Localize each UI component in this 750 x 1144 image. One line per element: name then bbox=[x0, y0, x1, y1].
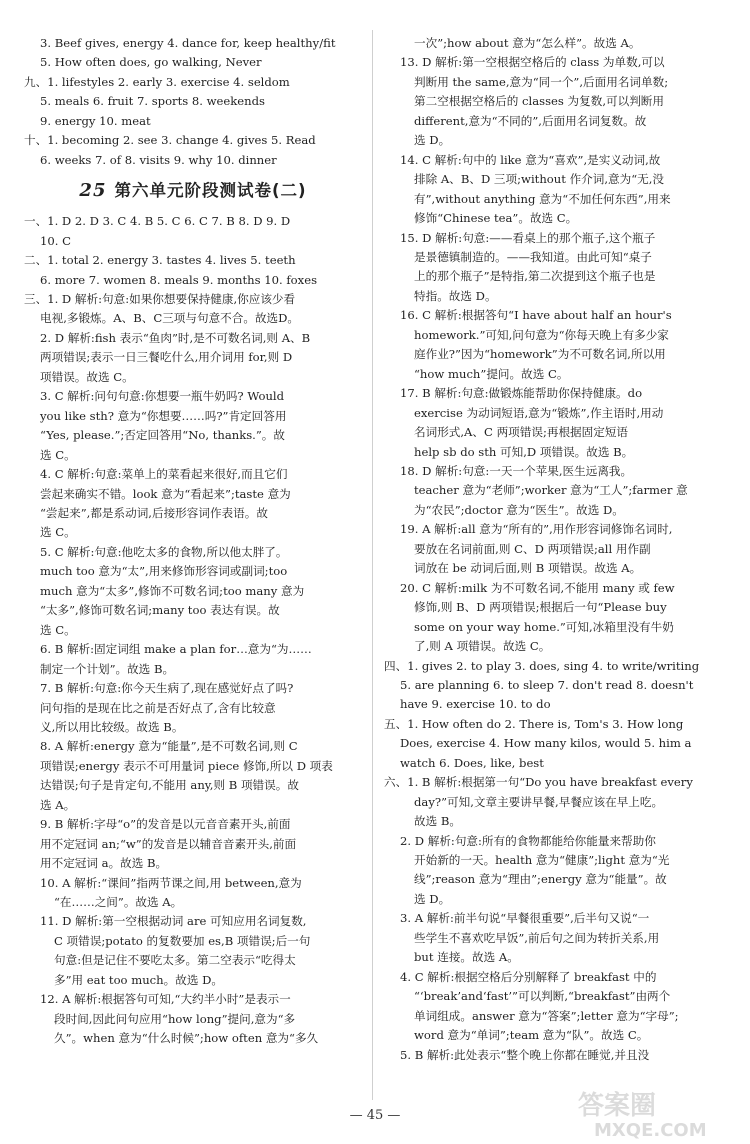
answer-line: 选 C。 bbox=[40, 525, 76, 540]
answer-line: 7. B 解析:句意:你今天生病了,现在感觉好点了吗? bbox=[40, 681, 294, 696]
answer-line: 12. A 解析:根据答句可知,“大约半小时”是表示一 bbox=[40, 992, 291, 1007]
answer-line: 6. more 7. women 8. meals 9. months 10. foxes bbox=[40, 272, 318, 287]
answer-line: 4. C 解析:句意:菜单上的菜看起来很好,而且它们 bbox=[40, 467, 288, 482]
answer-line: 五、1. How often do 2. There is, Tom's 3. How long bbox=[384, 716, 684, 731]
answer-line: 两项错误;表示一日三餐吃什么,用介词用 for,则 D bbox=[40, 350, 293, 365]
answer-line: 义,所以用比较级。故选 B。 bbox=[40, 719, 184, 734]
answer-line: 问句指的是现在比之前是否好点了,含有比较意 bbox=[40, 700, 276, 715]
answer-line: 一次”;how about 意为“怎么样”。故选 A。 bbox=[414, 36, 641, 50]
answer-line: much too 意为“太”,用来修饰形容词或副词;too bbox=[40, 564, 288, 579]
answer-line: 三、1. D 解析:句意:如果你想要保持健康,你应该少看 bbox=[24, 291, 296, 306]
answer-line: 9. energy 10. meat bbox=[40, 113, 151, 128]
answer-line: 2. D 解析:fish 表示“鱼肉”时,是不可数名词,则 A、B bbox=[40, 330, 311, 345]
right-lines bbox=[384, 34, 724, 1065]
answer-line: 用不定冠词 a。故选 B。 bbox=[40, 856, 168, 871]
answer-line: 3. A 解析:前半句说“早餐很重要”,后半句又说“一 bbox=[400, 911, 650, 926]
answer-line: 16. C 解析:根据答句“I have about half an hour's bbox=[400, 308, 672, 323]
answer-line: 用不定冠词 an;“w”的发音是以辅音音素开头,前面 bbox=[40, 836, 297, 851]
answer-line: 单词组成。answer 意为“答案”;letter 意为“字母”; bbox=[414, 1008, 679, 1023]
answer-line: but 连接。故选 A。 bbox=[414, 950, 519, 965]
answer-line: word 意为“单词”;team 意为“队”。故选 C。 bbox=[414, 1028, 649, 1043]
answer-line: 5. B 解析:此处表示“整个晚上你都在睡觉,并且没 bbox=[400, 1047, 650, 1062]
answer-line: 10. A 解析:“课间”指两节课之间,用 between,意为 bbox=[40, 875, 302, 890]
answer-line: 15. D 解析:句意:——看桌上的那个瓶子,这个瓶子 bbox=[400, 230, 656, 245]
answer-line: 了,则 A 项错误。故选 C。 bbox=[414, 639, 551, 654]
page-number: — 45 — bbox=[349, 1108, 401, 1123]
answer-line: 18. D 解析:句意:一天一个苹果,医生远离我。 bbox=[400, 463, 633, 478]
answer-line: 些学生不喜欢吃早饭”,前后句之间为转折关系,用 bbox=[414, 930, 660, 945]
answer-line: 上的那个瓶子”是特指,第二次提到这个瓶子也是 bbox=[414, 269, 656, 284]
answer-line: 选 D。 bbox=[414, 891, 451, 906]
answer-line: 电视,多锻炼。A、B、C三项与句意不合。故选D。 bbox=[40, 311, 300, 326]
answer-line: homework.”可知,问句意为“你每天晚上有多少家 bbox=[414, 327, 669, 342]
answer-line: 是景德镇制造的。——我知道。由此可知“桌子 bbox=[414, 249, 652, 264]
section-title-text: 第六单元阶段测试卷(二) bbox=[114, 181, 307, 201]
left-bottom-lines bbox=[24, 212, 362, 1048]
answer-line: 达错误;句子是肯定句,不能用 any,则 B 项错误。故 bbox=[40, 778, 299, 793]
answer-line: 名词形式,A、C 两项错误;再根据固定短语 bbox=[414, 425, 629, 440]
answer-line: 13. D 解析:第一空根据空格后的 class 为单数,可以 bbox=[400, 55, 665, 70]
answer-line: 17. B 解析:句意:做锻炼能帮助你保持健康。do bbox=[400, 386, 643, 401]
answer-line: 项错误。故选 C。 bbox=[40, 369, 134, 384]
answer-line: 句意:但是记住不要吃太多。第二空表示“吃得太 bbox=[54, 953, 296, 968]
answer-line: “Yes, please.”;否定回答用“No, thanks.”。故 bbox=[40, 428, 285, 443]
svg-text:MXQE.COM: MXQE.COM bbox=[594, 1120, 707, 1140]
answer-line: 6. B 解析:固定词组 make a plan for…意为“为…… bbox=[40, 642, 312, 657]
answer-line: exercise 为动词短语,意为“锻炼”,作主语时,用动 bbox=[414, 405, 664, 420]
answer-line: “‘break’and‘fast’”可以判断,“breakfast”由两个 bbox=[414, 989, 671, 1004]
answer-line: 排除 A、B、D 三项;without 作介词,意为“无,没 bbox=[414, 172, 665, 187]
answer-line: 故选 B。 bbox=[414, 814, 461, 829]
answer-line: 十、1. becoming 2. see 3. change 4. gives 5. Read bbox=[24, 133, 316, 148]
answer-line: 判断用 the same,意为“同一个”,后面用名词单数; bbox=[414, 74, 669, 89]
answer-line: 11. D 解析:第一空根据动词 are 可知应用名词复数, bbox=[40, 914, 307, 929]
answer-line: day?”可知,文章主要讲早餐,早餐应该在早上吃。 bbox=[414, 794, 664, 809]
answer-line: 4. C 解析:根据空格后分别解释了 breakfast 中的 bbox=[400, 969, 657, 984]
answer-line: 2. D 解析:句意:所有的食物都能给你能量来帮助你 bbox=[400, 833, 656, 848]
answer-line: 四、1. gives 2. to play 3. does, sing 4. to write/writing bbox=[384, 658, 700, 673]
answer-line: 选 A。 bbox=[40, 797, 76, 812]
answer-line: 6. weeks 7. of 8. visits 9. why 10. dinner bbox=[40, 152, 277, 167]
answer-line: 尝起来确实不错。look 意为“看起来”;taste 意为 bbox=[40, 486, 291, 501]
answer-line: 5. meals 6. fruit 7. sports 8. weekends bbox=[40, 94, 266, 109]
answer-line: 20. C 解析:milk 为不可数名词,不能用 many 或 few bbox=[400, 580, 675, 595]
answer-line: 5. C 解析:句意:他吃太多的食物,所以他太胖了。 bbox=[40, 544, 288, 559]
answer-line: some on your way home.”可知,冰箱里没有牛奶 bbox=[414, 619, 674, 634]
answer-line: “how much”提问。故选 C。 bbox=[414, 366, 569, 381]
answer-line: 9. B 解析:字母“o”的发音是以元音音素开头,前面 bbox=[40, 817, 291, 832]
answer-line: watch 6. Does, like, best bbox=[400, 755, 544, 770]
answer-line: 14. C 解析:句中的 like 意为“喜欢”,是实义动词,故 bbox=[400, 152, 661, 167]
answer-line: 选 D。 bbox=[414, 133, 451, 148]
answer-line: “尝起来”,都是系动词,后接形容词作表语。故 bbox=[40, 505, 268, 520]
answer-line: 九、1. lifestyles 2. early 3. exercise 4. seldom bbox=[24, 74, 290, 89]
answer-line: you like sth? 意为“你想要……吗?”肯定回答用 bbox=[40, 408, 287, 423]
answer-line: 3. C 解析:问句句意:你想要一瓶牛奶吗? Would bbox=[40, 389, 285, 404]
answer-line: 选 C。 bbox=[40, 447, 76, 462]
answer-line: 特指。故选 D。 bbox=[414, 288, 497, 303]
answer-line: 六、1. B 解析:根据第一句“Do you have breakfast every bbox=[384, 775, 693, 790]
answer-line: 3. Beef gives, energy 4. dance for, keep healthy/fit bbox=[40, 36, 336, 50]
right-column bbox=[384, 34, 724, 1065]
answer-line: 线”;reason 意为“理由”;energy 意为“能量”。故 bbox=[414, 872, 667, 887]
answer-line: teacher 意为“老师”;worker 意为“工人”;farmer 意 bbox=[414, 483, 688, 498]
answer-line: 修饰,则 B、D 两项错误;根据后一句“Please buy bbox=[414, 600, 667, 615]
watermark-logo-icon bbox=[574, 1084, 742, 1140]
answer-line: 庭作业?”因为“homework”为不可数名词,所以用 bbox=[414, 347, 666, 362]
answer-line: 为“农民”;doctor 意为“医生”。故选 D。 bbox=[414, 502, 624, 517]
answer-line: 8. A 解析:energy 意为“能量”,是不可数名词,则 C bbox=[40, 739, 298, 754]
left-top-lines bbox=[24, 34, 362, 170]
answer-line: 多”用 eat too much。故选 D。 bbox=[54, 972, 223, 987]
answer-line: different,意为“不同的”,后面用名词复数。故 bbox=[414, 113, 647, 128]
answer-line: 项错误;energy 表示不可用量词 piece 修饰,所以 D 项表 bbox=[40, 758, 333, 773]
answer-line: 5. How often does, go walking, Never bbox=[40, 55, 262, 70]
answer-line: “太多”,修饰可数名词;many too 表达有误。故 bbox=[40, 603, 280, 618]
answer-line: much 意为“太多”,修饰不可数名词;too many 意为 bbox=[40, 583, 305, 598]
answer-line: help sb do sth 可知,D 项错误。故选 B。 bbox=[414, 444, 634, 459]
answer-line: Does, exercise 4. How many kilos, would 5. him a bbox=[400, 736, 692, 751]
answer-line: 制定一个计划”。故选 B。 bbox=[40, 661, 175, 676]
answer-line: have 9. exercise 10. to do bbox=[400, 697, 551, 712]
answer-line: 段时间,因此问句应用“how long”提问,意为“多 bbox=[54, 1011, 296, 1026]
column-divider bbox=[372, 30, 373, 1100]
answer-line: 久”。when 意为“什么时候”;how often 意为“多久 bbox=[54, 1031, 319, 1046]
answer-line: 词放在 be 动词后面,则 B 项错误。故选 A。 bbox=[414, 561, 642, 576]
answer-line: 10. C bbox=[40, 233, 71, 248]
left-column bbox=[24, 34, 362, 1049]
answer-line: 选 C。 bbox=[40, 622, 76, 637]
answer-line: 要放在名词前面,则 C、D 两项错误;all 用作副 bbox=[414, 541, 651, 556]
answer-line: C 项错误;potato 的复数要加 es,B 项错误;后一句 bbox=[54, 933, 311, 948]
answer-line: 二、1. total 2. energy 3. tastes 4. lives 5. teeth bbox=[24, 253, 296, 268]
answer-line: 一、1. D 2. D 3. C 4. B 5. C 6. C 7. B 8. D 9. D bbox=[24, 214, 291, 229]
answer-line: 5. are planning 6. to sleep 7. don't read 8. doesn't bbox=[400, 677, 694, 692]
answer-line: 19. A 解析:all 意为“所有的”,用作形容词修饰名词时, bbox=[400, 522, 673, 537]
answer-line: 开始新的一天。health 意为“健康”;light 意为“光 bbox=[414, 853, 670, 868]
answer-line: “在……之间”。故选 A。 bbox=[54, 895, 183, 910]
section-number: 25 bbox=[79, 180, 107, 202]
answer-line: 第二空根据空格后的 classes 为复数,可以判断用 bbox=[414, 94, 664, 109]
section-title bbox=[24, 176, 362, 206]
answer-line: 修饰“Chinese tea”。故选 C。 bbox=[414, 211, 578, 226]
svg-text:答案圈: 答案圈 bbox=[578, 1091, 657, 1121]
answer-line: 有”,without anything 意为“不加任何东西”,用来 bbox=[414, 191, 671, 206]
